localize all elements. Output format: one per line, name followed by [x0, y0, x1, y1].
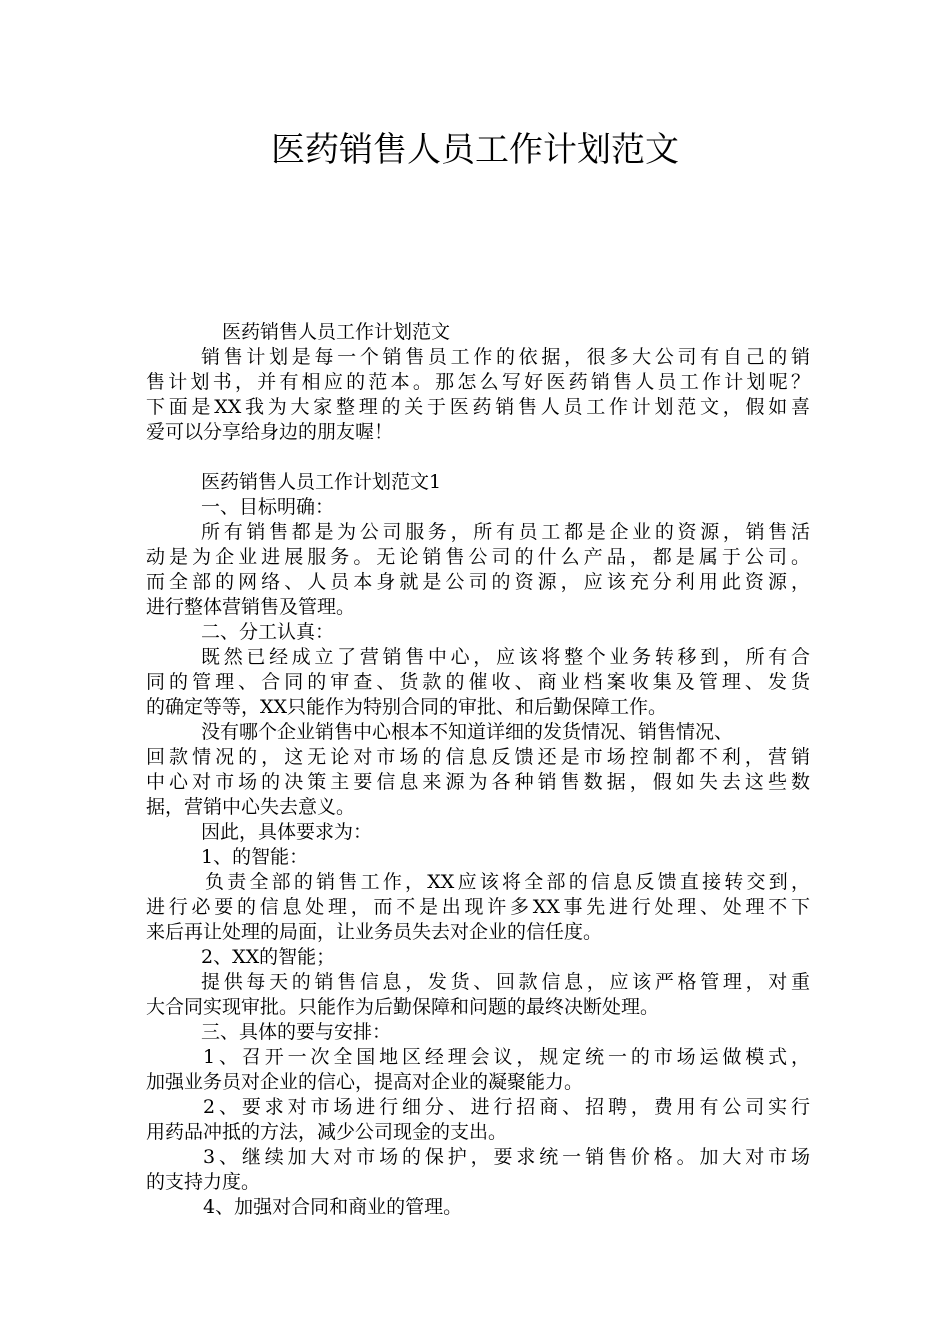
list-item-line: 加强业务员对企业的信心，提高对企业的凝聚能力。 [146, 1071, 584, 1093]
document-title: 医药销售人员工作计划范文 [271, 130, 679, 170]
blank-line [146, 445, 810, 470]
list-item-line: 1、召开一次全国地区经理会议，规定统一的市场运做模式， [203, 1046, 810, 1068]
paragraph-line: 负责全部的销售工作，XX应该将全部的信息反馈直接转交到， [205, 871, 810, 893]
list-item-line: 3、继续加大对市场的保护，要求统一销售价格。加大对市场 [203, 1146, 810, 1168]
list-item-line: 4、加强对合同和商业的管理。 [203, 1196, 463, 1218]
paragraph-line: 销售计划是每一个销售员工作的依据，很多大公司有自己的销 [201, 346, 810, 368]
paragraph-line: 据，营销中心失去意义。 [146, 796, 356, 818]
paragraph-line: 爱可以分享给身边的朋友喔！ [146, 421, 394, 443]
subtitle-line: 医药销售人员工作计划范文 [222, 321, 451, 343]
section-heading: 二、分工认真： [201, 621, 335, 643]
section-heading: 2、XX的智能； [201, 946, 336, 968]
section-heading: 三、具体的要与安排： [201, 1021, 392, 1043]
paragraph-line: 所有销售都是为公司服务，所有员工都是企业的资源，销售活 [201, 521, 810, 543]
section-heading: 一、目标明确： [201, 496, 335, 518]
paragraph-line: 进行整体营销售及管理。 [146, 596, 356, 618]
document-body [146, 320, 810, 1220]
list-item-line: 2、要求对市场进行细分、进行招商、招聘，费用有公司实行 [203, 1096, 810, 1118]
paragraph-line: 大合同实现审批。只能作为后勤保障和问题的最终决断处理。 [146, 996, 660, 1018]
paragraph-line: 因此，具体要求为： [201, 821, 373, 843]
paragraph-line: 回款情况的，这无论对市场的信息反馈还是市场控制都不利，营销 [146, 746, 810, 768]
paragraph-line: 售计划书，并有相应的范本。那怎么写好医药销售人员工作计划呢？ [146, 371, 810, 393]
paragraph-line: 来后再让处理的局面，让业务员失去对企业的信任度。 [146, 921, 603, 943]
list-item-line: 的支持力度。 [146, 1171, 261, 1193]
paragraph-line: 中心对市场的决策主要信息来源为各种销售数据，假如失去这些数 [146, 771, 810, 793]
paragraph-line: 没有哪个企业销售中心根本不知道详细的发货情况、销售情况、 [201, 721, 734, 743]
paragraph-line: 的确定等等，XX只能作为特别合同的审批、和后勤保障工作。 [146, 696, 668, 718]
section-heading: 医药销售人员工作计划范文1 [201, 471, 442, 493]
section-heading: 1、的智能： [201, 846, 309, 868]
paragraph-line: 同的管理、合同的审查、货款的催收、商业档案收集及管理、发货 [146, 671, 810, 693]
paragraph-line: 既然已经成立了营销售中心，应该将整个业务转移到，所有合 [201, 646, 810, 668]
paragraph-line: 提供每天的销售信息，发货、回款信息，应该严格管理，对重 [201, 971, 810, 993]
paragraph-line: 进行必要的信息处理，而不是出现许多XX事先进行处理、处理不下 [146, 896, 810, 918]
paragraph-line: 下面是XX我为大家整理的关于医药销售人员工作计划范文，假如喜 [146, 396, 810, 418]
paragraph-line: 动是为企业进展服务。无论销售公司的什么产品，都是属于公司。 [146, 546, 810, 568]
list-item-line: 用药品冲抵的方法，减少公司现金的支出。 [146, 1121, 508, 1143]
paragraph-line: 而全部的网络、人员本身就是公司的资源，应该充分利用此资源， [146, 571, 810, 593]
